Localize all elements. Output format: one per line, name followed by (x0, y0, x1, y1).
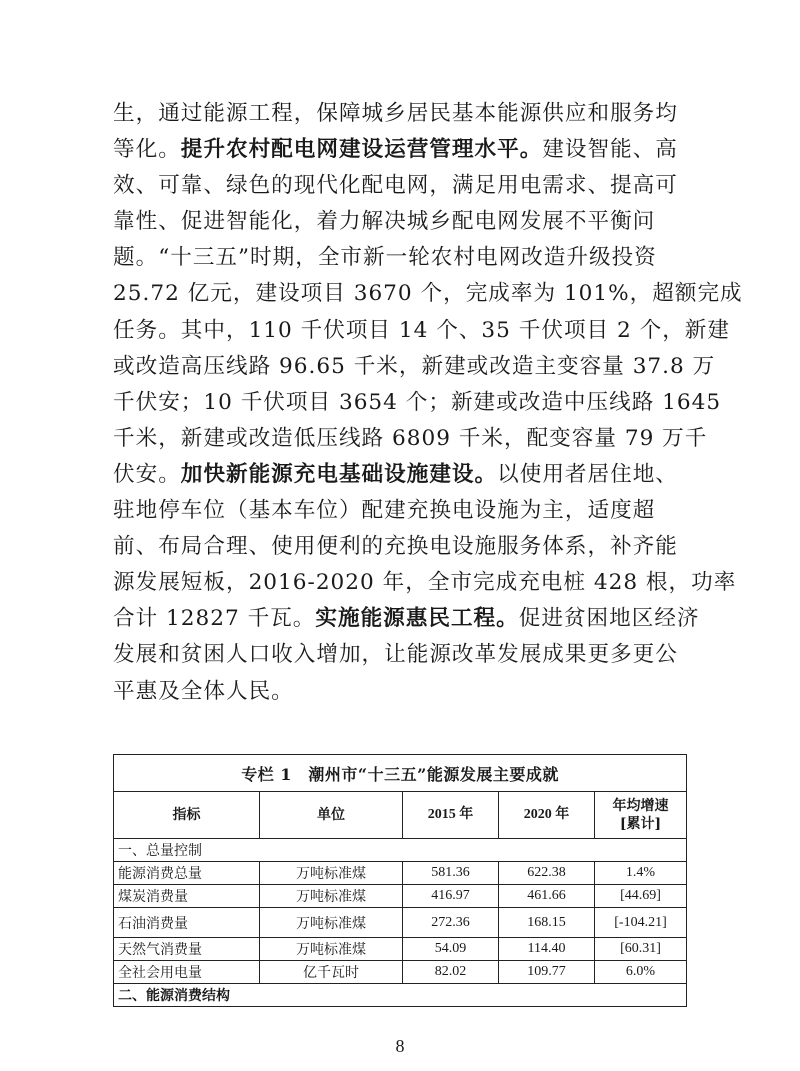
bold-heading-text: 加快新能源充电基础设施建设。 (180, 461, 498, 487)
row-unit: 万吨标准煤 (260, 908, 403, 938)
paragraph-text: 题。“十三五”时期，全市新一轮农村电网改造升级投资 (113, 245, 657, 271)
row-value-2020: 461.66 (499, 885, 595, 908)
row-growth: 1.4% (595, 862, 687, 885)
paragraph-text: 驻地停车位（基本车位）配建充换电设施为主，适度超 (113, 498, 656, 524)
header-growth-line2: [累计] (619, 816, 662, 832)
paragraph-text: 等化。 (113, 137, 181, 163)
row-unit: 万吨标准煤 (260, 862, 403, 885)
page-number: 8 (395, 1036, 405, 1056)
bold-heading-text: 实施能源惠民工程。 (315, 606, 519, 632)
paragraph-line (113, 276, 743, 312)
paragraph-line (113, 132, 691, 168)
header-indicator: 指标 (114, 792, 260, 839)
row-unit: 亿千瓦时 (260, 961, 403, 984)
bold-heading-text: 提升农村配电网建设运营管理水平。 (180, 137, 543, 163)
table-row (114, 908, 687, 938)
paragraph-line (113, 385, 722, 421)
paragraph-text: 源发展短板，2016-2020 年，全市完成充电桩 428 根，功率 (113, 570, 737, 596)
paragraph-text: 千伏安；10 千伏项目 3654 个；新建或改造中压线路 1645 (113, 389, 722, 415)
table-row (114, 885, 687, 908)
paragraph-text: 伏安。 (113, 461, 181, 487)
paragraph-line (113, 168, 691, 204)
paragraph-text: 效、可靠、绿色的现代化配电网，满足用电需求、提高可 (113, 173, 678, 199)
row-value-2015: 581.36 (403, 862, 499, 885)
row-value-2015: 416.97 (403, 885, 499, 908)
paragraph-text: 25.72 亿元，建设项目 3670 个，完成率为 101%，超额完成 (113, 281, 743, 307)
paragraph-line (113, 421, 708, 457)
header-2020: 2020 年 (499, 792, 595, 839)
paragraph-line (113, 313, 730, 349)
achievements-table (113, 754, 687, 1007)
paragraph-text: 促进贫困地区经济 (518, 606, 700, 632)
paragraph-text: 平惠及全体人民。 (113, 678, 294, 704)
row-growth: [44.69] (595, 885, 687, 908)
table-row (114, 938, 687, 961)
section-total-control: 一、总量控制 (114, 839, 687, 862)
achievements-table-wrap (113, 754, 686, 1007)
paragraph-text: 生，通过能源工程，保障城乡居民基本能源供应和服务均 (113, 101, 678, 126)
paragraph-line (113, 493, 691, 529)
header-unit: 单位 (260, 792, 403, 839)
paragraph-line (113, 529, 691, 565)
row-growth: [60.31] (595, 938, 687, 961)
body-paragraph (113, 96, 743, 710)
row-value-2015: 54.09 (403, 938, 499, 961)
paragraph-text: 任务。其中，110 千伏项目 14 个、35 千伏项目 2 个，新建 (113, 317, 730, 343)
paragraph-text: 或改造高压线路 96.65 千米，新建或改造主变容量 37.8 万 (113, 353, 716, 379)
paragraph-line (113, 601, 700, 637)
row-name: 石油消费量 (114, 908, 260, 938)
paragraph-line (113, 637, 691, 673)
paragraph-text: 发展和贫困人口收入增加，让能源改革发展成果更多更公 (113, 642, 678, 668)
table-row (114, 961, 687, 984)
row-unit: 万吨标准煤 (260, 885, 403, 908)
row-name: 煤炭消费量 (114, 885, 260, 908)
paragraph-line (113, 96, 691, 132)
row-growth: [-104.21] (595, 908, 687, 938)
table-row (114, 862, 687, 885)
paragraph-text: 前、布局合理、使用便利的充换电设施服务体系，补齐能 (113, 534, 678, 560)
table-caption: 专栏 1 潮州市“十三五”能源发展主要成就 (114, 755, 687, 792)
paragraph-line (113, 674, 691, 710)
row-unit: 万吨标准煤 (260, 938, 403, 961)
header-growth (595, 792, 687, 839)
row-value-2020: 168.15 (499, 908, 595, 938)
row-value-2015: 272.36 (403, 908, 499, 938)
row-name: 天然气消费量 (114, 938, 260, 961)
row-value-2020: 114.40 (499, 938, 595, 961)
row-name: 能源消费总量 (114, 862, 260, 885)
paragraph-text: 以使用者居住地、 (497, 461, 678, 487)
row-value-2020: 622.38 (499, 862, 595, 885)
paragraph-line (113, 457, 691, 493)
header-2015: 2015 年 (403, 792, 499, 839)
row-name: 全社会用电量 (114, 961, 260, 984)
paragraph-line (113, 349, 716, 385)
paragraph-text: 千米，新建或改造低压线路 6809 千米，配变容量 79 万千 (113, 425, 708, 451)
header-growth-line1: 年均增速 (612, 798, 669, 814)
paragraph-text: 建设智能、高 (542, 137, 678, 163)
section-consumption-structure: 二、能源消费结构 (114, 984, 687, 1007)
paragraph-text: 靠性、促进智能化，着力解决城乡配电网发展不平衡问 (113, 209, 656, 235)
paragraph-line (113, 565, 737, 601)
row-value-2020: 109.77 (499, 961, 595, 984)
paragraph-line (113, 204, 691, 240)
row-value-2015: 82.02 (403, 961, 499, 984)
paragraph-text: 合计 12827 千瓦。 (113, 606, 316, 632)
paragraph-line (113, 240, 691, 276)
row-growth: 6.0% (595, 961, 687, 984)
